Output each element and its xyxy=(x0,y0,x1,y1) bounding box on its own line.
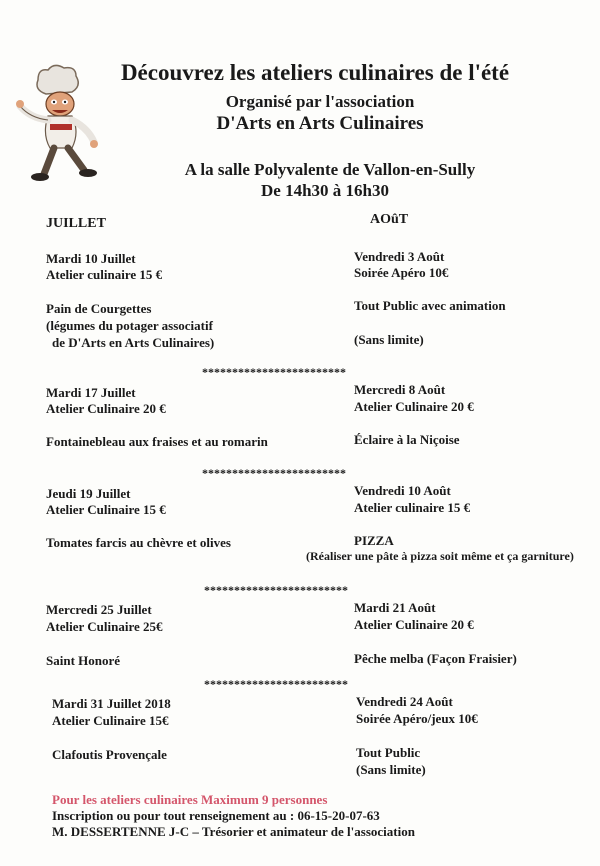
session-desc-right: PIZZA xyxy=(354,533,394,548)
organizer-line-1: Organisé par l'association xyxy=(225,92,415,111)
session-type-left: Atelier Culinaire 25€ xyxy=(46,619,163,634)
session-type-right: Atelier Culinaire 20 € xyxy=(354,617,474,632)
separator: ************************ xyxy=(202,466,346,480)
session-date-right: Mercredi 8 Août xyxy=(354,382,446,397)
session-date-left: Mercredi 25 Juillet xyxy=(46,602,152,617)
session-date-left: Mardi 31 Juillet 2018 xyxy=(52,696,171,711)
session-date-right: Mardi 21 Août xyxy=(354,600,436,615)
session-type-left: Atelier Culinaire 20 € xyxy=(46,401,166,416)
venue: A la salle Polyvalente de Vallon-en-Sully xyxy=(184,160,476,179)
session-type-right: Soirée Apéro 10€ xyxy=(354,265,449,280)
session-desc-right: (Réaliser une pâte à pizza soit même et ça garniture) xyxy=(306,549,574,563)
session-type-right: Soirée Apéro/jeux 10€ xyxy=(356,711,478,726)
session-desc-left: Clafoutis Provençale xyxy=(52,747,167,762)
separator: ************************ xyxy=(202,365,346,379)
month-header-august: AOûT xyxy=(370,212,409,227)
organizer-line-2: D'Arts en Arts Culinaires xyxy=(216,113,424,134)
session-date-right: Vendredi 24 Août xyxy=(356,694,453,709)
session-desc-left: de D'Arts en Arts Culinaires) xyxy=(52,335,215,350)
separator: ************************ xyxy=(204,677,348,691)
session-type-left: Atelier Culinaire 15€ xyxy=(52,713,169,728)
session-desc-left: Tomates farcis au chèvre et olives xyxy=(46,535,231,550)
month-header-july: JUILLET xyxy=(46,216,106,231)
session-desc-left: Fontainebleau aux fraises et au romarin xyxy=(46,434,268,449)
session-type-right: Atelier culinaire 15 € xyxy=(354,500,471,515)
session-desc-right: (Sans limite) xyxy=(356,762,426,777)
page-title: Découvrez les ateliers culinaires de l'été xyxy=(120,60,510,85)
session-date-right: Vendredi 3 Août xyxy=(354,249,445,264)
session-date-left: Mardi 17 Juillet xyxy=(46,385,136,400)
session-desc-left: Pain de Courgettes xyxy=(46,301,152,316)
hours: De 14h30 à 16h30 xyxy=(261,181,389,200)
session-date-right: Vendredi 10 Août xyxy=(354,483,451,498)
session-desc-right: Tout Public avec animation xyxy=(354,298,506,313)
signature: M. DESSERTENNE J-C – Trésorier et animateur de l'association xyxy=(52,824,415,839)
session-desc-right: Tout Public xyxy=(356,745,421,760)
max-participants-note: Pour les ateliers culinaires Maximum 9 personnes xyxy=(52,792,328,807)
session-type-left: Atelier culinaire 15 € xyxy=(46,267,163,282)
session-type-left: Atelier Culinaire 15 € xyxy=(46,502,166,517)
session-desc-right: Pêche melba (Façon Fraisier) xyxy=(354,651,517,666)
contact-info: Inscription ou pour tout renseignement au : 06-15-20-07-63 xyxy=(52,808,380,823)
session-desc-left: Saint Honoré xyxy=(46,653,121,668)
session-date-left: Mardi 10 Juillet xyxy=(46,251,136,266)
session-date-left: Jeudi 19 Juillet xyxy=(46,486,131,501)
session-type-right: Atelier Culinaire 20 € xyxy=(354,399,474,414)
session-desc-left: (légumes du potager associatif xyxy=(46,318,213,333)
session-desc-right: Éclaire à la Niçoise xyxy=(354,432,460,447)
session-desc-right: (Sans limite) xyxy=(354,332,424,347)
separator: ************************ xyxy=(204,583,348,597)
